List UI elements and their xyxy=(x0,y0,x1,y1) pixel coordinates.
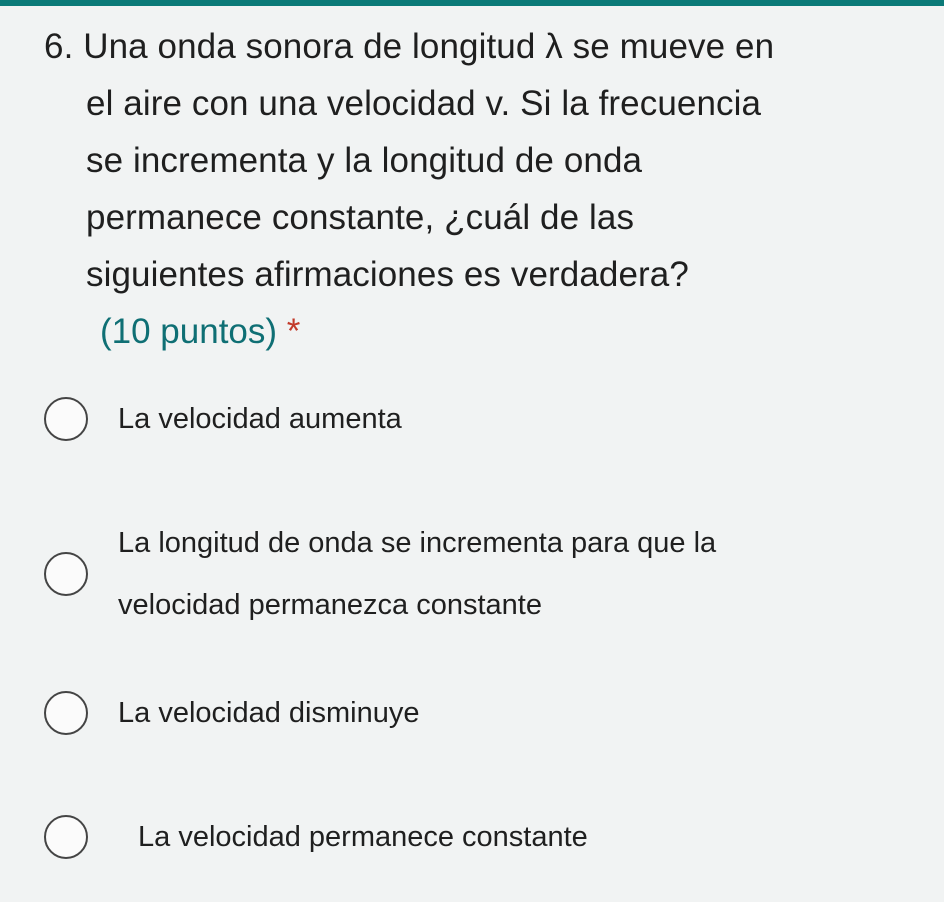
header-accent-bar xyxy=(0,0,944,6)
option-label: La velocidad disminuye xyxy=(118,697,420,729)
question-text-line: permanece constante, ¿cuál de las xyxy=(86,198,635,237)
required-asterisk: * xyxy=(286,312,301,351)
question-title-line-1 xyxy=(44,18,924,75)
option-label-line-2: velocidad permanezca constante xyxy=(118,589,542,621)
option-longitud-de-onda-se-incrementa[interactable] xyxy=(0,512,944,636)
points-label: (10 puntos) xyxy=(100,312,278,351)
question-number: 6. xyxy=(44,27,74,66)
option-label: La velocidad permanece constante xyxy=(138,821,588,853)
question-text-line: el aire con una velocidad v. Si la frecuencia xyxy=(86,84,762,123)
radio-button[interactable] xyxy=(44,815,88,859)
question-block xyxy=(44,18,924,360)
radio-button[interactable] xyxy=(44,691,88,735)
radio-button[interactable] xyxy=(44,552,88,596)
option-la-velocidad-aumenta[interactable] xyxy=(0,388,944,450)
question-text-line: se incrementa y la longitud de onda xyxy=(86,141,643,180)
question-text-line: Una onda sonora de longitud λ se mueve en xyxy=(83,27,775,66)
radio-button[interactable] xyxy=(44,397,88,441)
question-text-line: siguientes afirmaciones es verdadera? xyxy=(86,255,689,294)
option-la-velocidad-disminuye[interactable] xyxy=(0,682,944,744)
option-la-velocidad-permanece-constante[interactable] xyxy=(0,806,944,868)
option-label: La velocidad aumenta xyxy=(118,403,402,435)
option-label-line-1: La longitud de onda se incrementa para que la xyxy=(118,527,717,559)
points-line xyxy=(44,303,924,360)
